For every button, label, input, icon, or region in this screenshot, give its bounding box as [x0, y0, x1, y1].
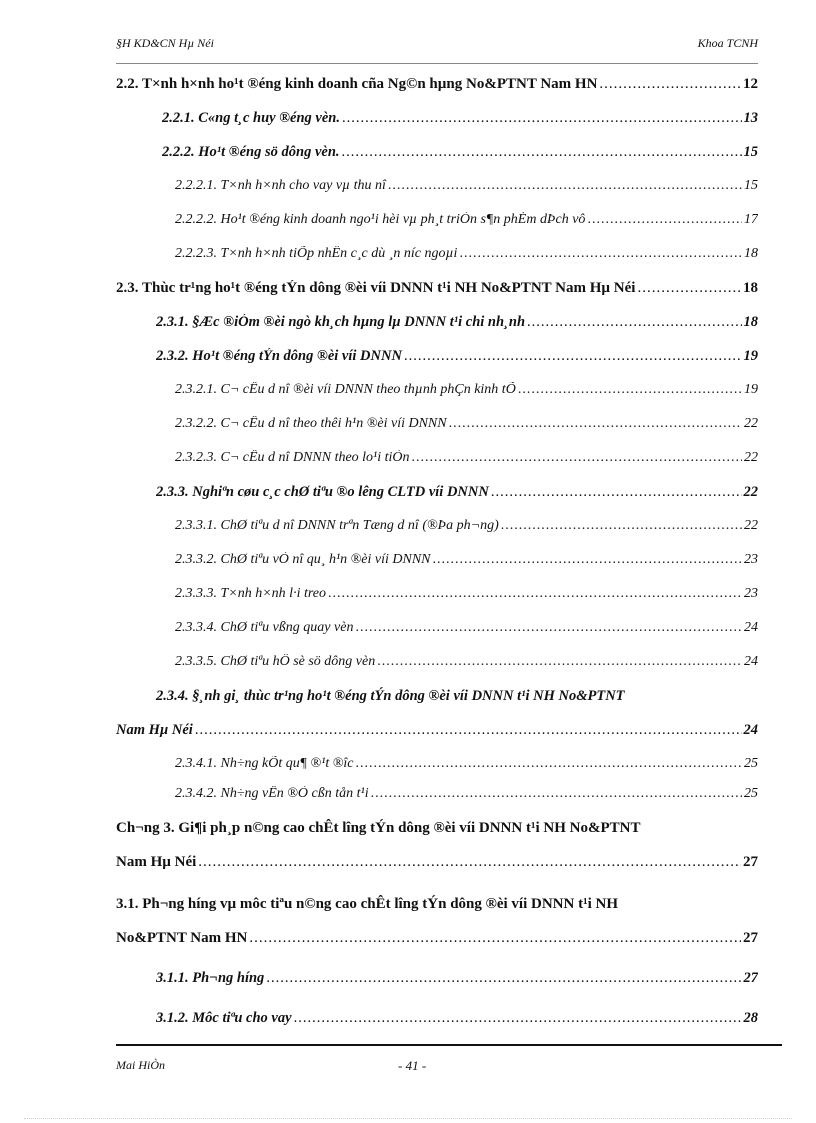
toc-entry-page: 22: [743, 484, 758, 500]
toc-entry: [156, 484, 758, 506]
toc-entry-title: 2.2.2.2. Ho¹t ®éng kinh doanh ngo¹i hèi vµ ph¸t triÓn s¶n phÈm dÞch vô: [175, 212, 586, 227]
toc-entry-title: 2.3.2.1. C¬ cÊu d nî ®èi víi DNNN theo thµnh phÇn kinh tÕ: [175, 382, 516, 397]
toc-entry-title: 2.2. T×nh h×nh ho¹t ®éng kinh doanh cña Ng©n hµng No&PTNT Nam HN: [116, 76, 598, 92]
toc-entry-title: 2.3.4. §¸nh gi¸ thùc tr¹ng ho¹t ®éng tÝn dông ®èi víi DNNN t¹i NH No&PTNT: [156, 688, 625, 704]
toc-entry-page: 18: [743, 280, 758, 296]
toc-entry: [175, 756, 758, 778]
toc-leader: [527, 314, 741, 331]
toc-entry-title: 2.3.3.5. ChØ tiªu hÖ sè sö dông vèn: [175, 654, 376, 669]
toc-entry-title: 2.3.2.2. C¬ cÊu d nî theo thêi h¹n ®èi víi DNNN: [175, 416, 447, 431]
toc-leader: [412, 450, 742, 466]
toc-entry-page: 24: [744, 620, 758, 635]
toc-entry: [175, 552, 758, 574]
footer-author: Mai HiÒn: [116, 1058, 165, 1072]
toc-entry-title: 2.2.2.1. T×nh h×nh cho vay vµ thu nî: [175, 178, 386, 193]
toc-entry: [175, 620, 758, 642]
toc-entry-page: 25: [744, 756, 758, 771]
toc-entry-title: 2.3.3.4. ChØ tiªu vßng quay vèn: [175, 620, 354, 635]
toc-leader: [377, 654, 742, 670]
toc-entry: [156, 348, 758, 370]
toc-entry-title: Ch¬ng 3. Gi¶i ph¸p n©ng cao chÊt lîng tÝn dông ®èi víi DNNN t¹i NH No&PTNT: [116, 820, 641, 836]
toc-entry: [175, 518, 758, 540]
toc-entry-title: 3.1.1. Ph¬ng híng: [156, 970, 265, 986]
toc-entry-page: 17: [744, 212, 758, 227]
page-edge: [24, 1118, 792, 1119]
toc-entry: [156, 970, 758, 992]
toc-entry-title: 3.1.2. Môc tiªu cho vay: [156, 1010, 292, 1026]
toc-entry-page: 19: [743, 348, 758, 364]
toc-entry-title: 2.3.2. Ho¹t ®éng tÝn dông ®èi víi DNNN: [156, 348, 402, 364]
toc-entry-page: 27: [743, 970, 758, 986]
toc-entry: [175, 450, 758, 472]
toc-entry-title: 3.1. Ph¬ng híng vµ môc tiªu n©ng cao chÊt lîng tÝn dông ®èi víi DNNN t¹i NH: [116, 896, 618, 912]
toc-entry-page: 25: [744, 786, 758, 801]
toc-entry: [175, 178, 758, 200]
header-institution: §H KD&CN Hµ Néi: [116, 36, 214, 50]
toc-entry: [116, 76, 758, 98]
toc-entry-page: 22: [744, 450, 758, 465]
toc-entry-title: No&PTNT Nam HN: [116, 930, 248, 946]
toc-entry: [156, 314, 758, 336]
toc-entry-title: 2.3.3.1. ChØ tiªu d nî DNNN trªn Tæng d nî (®Þa ph¬ng): [175, 518, 499, 533]
toc-entry: [162, 110, 758, 132]
toc-leader: [388, 178, 742, 194]
toc-entry-page: 15: [743, 144, 758, 160]
toc-entry-page: 19: [744, 382, 758, 397]
toc-entry-title: 2.3.2.3. C¬ cÊu d nî DNNN theo lo¹i tiÒn: [175, 450, 410, 465]
toc-entry-page: 13: [743, 110, 758, 126]
toc-entry-page: 12: [743, 76, 758, 92]
page-footer: [116, 1058, 782, 1074]
toc-entry: [175, 786, 758, 808]
toc-entry-page: 22: [744, 518, 758, 533]
toc-entry-page: 24: [743, 722, 758, 738]
header-rule: [116, 63, 758, 64]
toc-leader: [342, 144, 742, 161]
toc-leader: [355, 620, 742, 636]
toc-entry-title: 2.2.2. Ho¹t ®éng sö dông vèn.: [162, 144, 340, 160]
toc-entry: [175, 586, 758, 608]
toc-leader: [491, 484, 742, 501]
toc-entry-title: 2.3.3.2. ChØ tiªu vÒ nî qu¸ h¹n ®èi víi DNNN: [175, 552, 431, 567]
toc-entry-title: 2.2.1. C«ng t¸c huy ®éng vèn.: [162, 110, 340, 126]
toc-entry: [116, 280, 758, 302]
page-header: [116, 36, 758, 52]
toc-entry-title: 2.3. Thùc tr¹ng ho¹t ®éng tÝn dông ®èi víi DNNN t¹i NH No&PTNT Nam Hµ Néi: [116, 280, 636, 296]
toc-leader: [342, 110, 742, 127]
toc-entry-page: 24: [744, 654, 758, 669]
toc-leader: [266, 970, 741, 987]
toc-entry: [175, 246, 758, 268]
toc-entry-title: Nam Hµ Néi: [116, 854, 197, 870]
toc-entry: [175, 416, 758, 438]
toc-entry-page: 18: [744, 246, 758, 261]
toc-entry-title: 2.3.4.2. Nh÷ng vÊn ®Ò cßn tån t¹i: [175, 786, 369, 801]
toc-entry-page: 23: [744, 586, 758, 601]
toc-entry-page: 18: [743, 314, 758, 330]
toc-leader: [404, 348, 742, 365]
toc-leader: [249, 930, 741, 947]
toc-leader: [294, 1010, 742, 1027]
toc-entry: [175, 654, 758, 676]
toc-leader: [195, 722, 742, 739]
toc-entry: [175, 382, 758, 404]
toc-leader: [371, 786, 742, 802]
toc-entry: [116, 854, 758, 876]
toc-leader: [518, 382, 742, 398]
toc-entry: [175, 212, 758, 234]
toc-entry-page: 27: [743, 930, 758, 946]
toc-entry-title: 2.2.2.3. T×nh h×nh tiÕp nhËn c¸c dù ¸n níc ngoµi: [175, 246, 458, 261]
footer-rule: [116, 1044, 782, 1046]
toc-entry: [116, 930, 758, 952]
toc-entry-page: 28: [743, 1010, 758, 1026]
toc-leader: [449, 416, 742, 432]
toc-leader: [599, 76, 741, 93]
toc-entry-title: 2.3.1. §Æc ®iÓm ®èi ngò kh¸ch hµng lµ DNNN t¹i chi nh¸nh: [156, 314, 526, 330]
toc-entry-title: 2.3.3. Nghiªn cøu c¸c chØ tiªu ®o lêng CLTD víi DNNN: [156, 484, 489, 500]
toc-entry-title: Nam Hµ Néi: [116, 722, 193, 738]
toc-entry-title: 2.3.4.1. Nh÷ng kÕt qu¶ ®¹t ®îc: [175, 756, 354, 771]
toc-entry: [116, 722, 758, 744]
toc-entry-page: 22: [744, 416, 758, 431]
toc-entry: [162, 144, 758, 166]
toc-leader: [587, 212, 742, 228]
toc-entry-page: 27: [743, 854, 758, 870]
toc-leader: [501, 518, 742, 534]
toc-leader: [433, 552, 742, 568]
toc-leader: [637, 280, 741, 297]
toc-leader: [198, 854, 741, 871]
toc-entry: [156, 1010, 758, 1032]
toc-entry-page: 23: [744, 552, 758, 567]
toc-entry-page: 15: [744, 178, 758, 193]
toc-leader: [328, 586, 742, 602]
header-faculty: Khoa TCNH: [697, 36, 758, 50]
toc-leader: [459, 246, 742, 262]
toc-leader: [356, 756, 742, 772]
toc-entry-title: 2.3.3.3. T×nh h×nh l·i treo: [175, 586, 326, 601]
page-number: - 41 -: [398, 1058, 427, 1073]
